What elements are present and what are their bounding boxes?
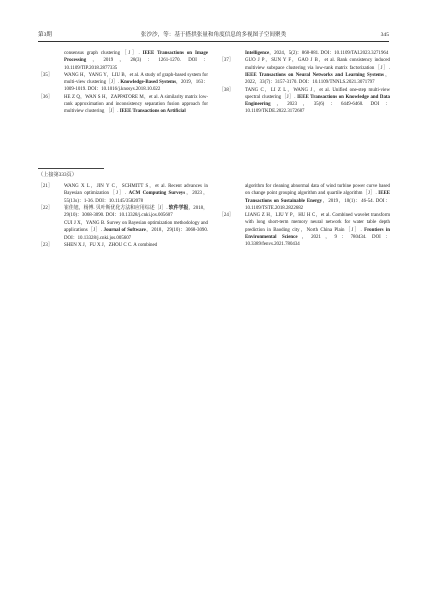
- reference-22-english: CUI J X，YANG B. Survey on Bayesian optimization methodology and applications［J］. Journal of Software，2018，29(10)：3068-3090. DOI：10.13328/j.cnki.jos.005607: [64, 221, 209, 241]
- reference-22: ［22］ 崔佳旭，杨博. 贝叶斯优化方法和应用综述［J］. 软件学报，2018，29(10)：3068-3090. DOI：10.13328/j.cnki.jos.005607: [38, 206, 208, 219]
- references-top-left: [38, 50, 208, 116]
- reference-35: ［35］ WANG H，YANG Y，LIU B，et al. A study of graph-based system for multi-view clustering［J］. Knowledge-Based Systems，2019，163：1009-1019. DOI：10.1016/j.knosys.2018.10.022: [38, 72, 208, 93]
- references-bottom-right: [219, 183, 390, 249]
- running-header: [38, 32, 389, 46]
- continued-from-note: （上接第333页）: [38, 172, 77, 178]
- reference-continuation: Intelligence，2024，5(2)：868-881. DOI：10.1109/TAI.2023.3271964: [245, 51, 389, 56]
- reference-38: ［38］ TANG C，LI Z L，WANG J，et al. Unified one-step multi-view spectral clustering［J］. IEEE Transactions on Knowledge and Data Engineering，2023，35(6)：6449-6460. DOI：10.1109/TKDE.2022.3172687: [219, 87, 390, 115]
- reference-23: ［23］ SHEN X J，FU X J，ZHOU C C. A combined: [38, 242, 158, 248]
- reference-21: ［21］ WANG X L，JIN Y C，SCHMITT S，et al. Recent advances in Bayesian optimization［J］. ACM Computing Surveys，2023，55(13s)：1-36. DOI：10.1145/3582078: [38, 184, 208, 204]
- reference-continuation: consensus graph clustering［J］. IEEE Transactions on Image Processing，2019，28(3)：1261-1270. DOI：10.1109/TIP.2018.2877335: [64, 51, 208, 71]
- references-top-right: [219, 50, 390, 116]
- issue-number: 第3期: [38, 32, 52, 38]
- page-number: 345: [380, 32, 389, 38]
- reference-24: ［24］ LIANG Z H，LIU Y P，HU H C，et al. Combined wavelet transform with long short-term memory neural network for water table depth prediction in Baoding city，North China Plain［J］. Frontiers in Environmental Science，2021，9：780434. DOI：10.3389/fenvs.2021.780434: [219, 213, 390, 247]
- reference-continuation: algorithm for cleaning abnormal data of wind turbine power curve based on change point grouping algorithm and quartile algorithm［J］. IEEE Transactions on Sustainable Energy，2019，10(1)：46-54. DOI：10.1109/TSTE.2018.2822682: [245, 184, 390, 211]
- references-bottom-left: [38, 183, 208, 249]
- continuation-separator: [38, 168, 104, 169]
- reference-37: ［37］ GUO J P，SUN Y F，GAO J B，et al. Rank consistency induced multiview subspace clustering via low-rank matrix factorization［J］. IEEE Transactions on Neural Networks and Learning Systems，2022，33(7)：3157-3170. DOI：10.1109/TNNLS.2021.3071797: [219, 58, 390, 85]
- reference-36: ［36］ HE Z Q，WAN S H，ZAPPATORE M，et al. A similarity matrix low-rank approximation and inconsistency separation fusion approach for multiview clustering ［J］. IEEE Transactions on Artificial: [38, 94, 208, 115]
- header-rule: [38, 41, 389, 42]
- running-title: 张沙沙，等：基于搭拱张量和角度信息的多视图子空间聚类: [140, 32, 287, 38]
